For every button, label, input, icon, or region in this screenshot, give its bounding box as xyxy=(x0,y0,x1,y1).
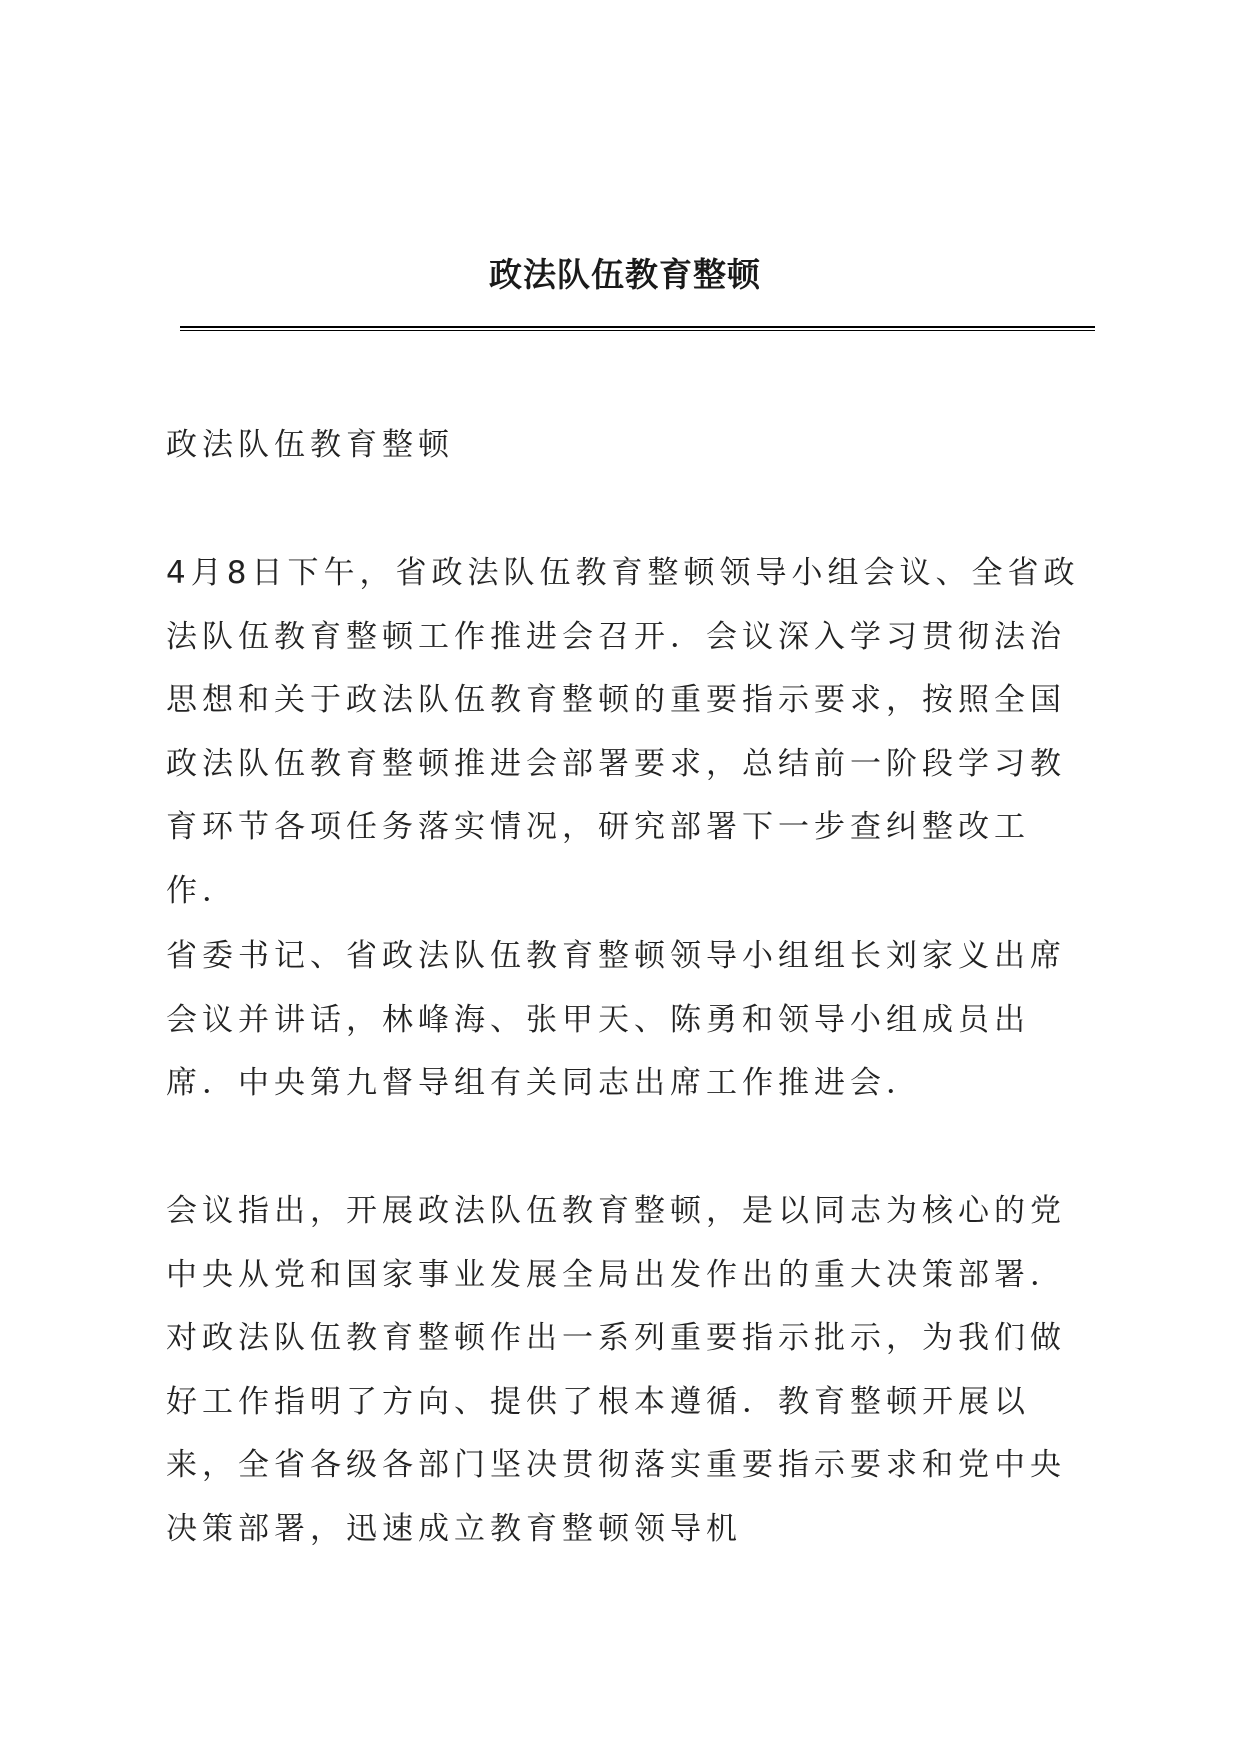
section-heading: 政法队伍教育整顿 xyxy=(166,427,454,463)
title-divider xyxy=(180,326,1095,331)
body-paragraph: 4月8日下午，省政法队伍教育整顿领导小组会议、全省政法队伍教育整顿工作推进会召开．会议深入学习贯彻法治思想和关于政法队伍教育整顿的重要指示要求，按照全国政法队伍教育整顿推进会部署要求，总结前一阶段学习教育环节各项任务落实情况，研究部署下一步查纠整改工作． xyxy=(166,555,1080,909)
document-title: 政法队伍教育整顿 xyxy=(489,255,761,294)
body-paragraph: 会议指出，开展政法队伍教育整顿，是以同志为核心的党中央从党和国家事业发展全局出发作出的重大决策部署．对政法队伍教育整顿作出一系列重要指示批示，为我们做好工作指明了方向、提供了根本遵循．教育整顿开展以来，全省各级各部门坚决贯彻落实重要指示要求和党中央决策部署，迅速成立教育整顿领导机 xyxy=(166,1193,1066,1547)
body-paragraph: 省委书记、省政法队伍教育整顿领导小组组长刘家义出席会议并讲话，林峰海、张甲天、陈勇和领导小组成员出席．中央第九督导组有关同志出席工作推进会． xyxy=(166,938,1066,1101)
